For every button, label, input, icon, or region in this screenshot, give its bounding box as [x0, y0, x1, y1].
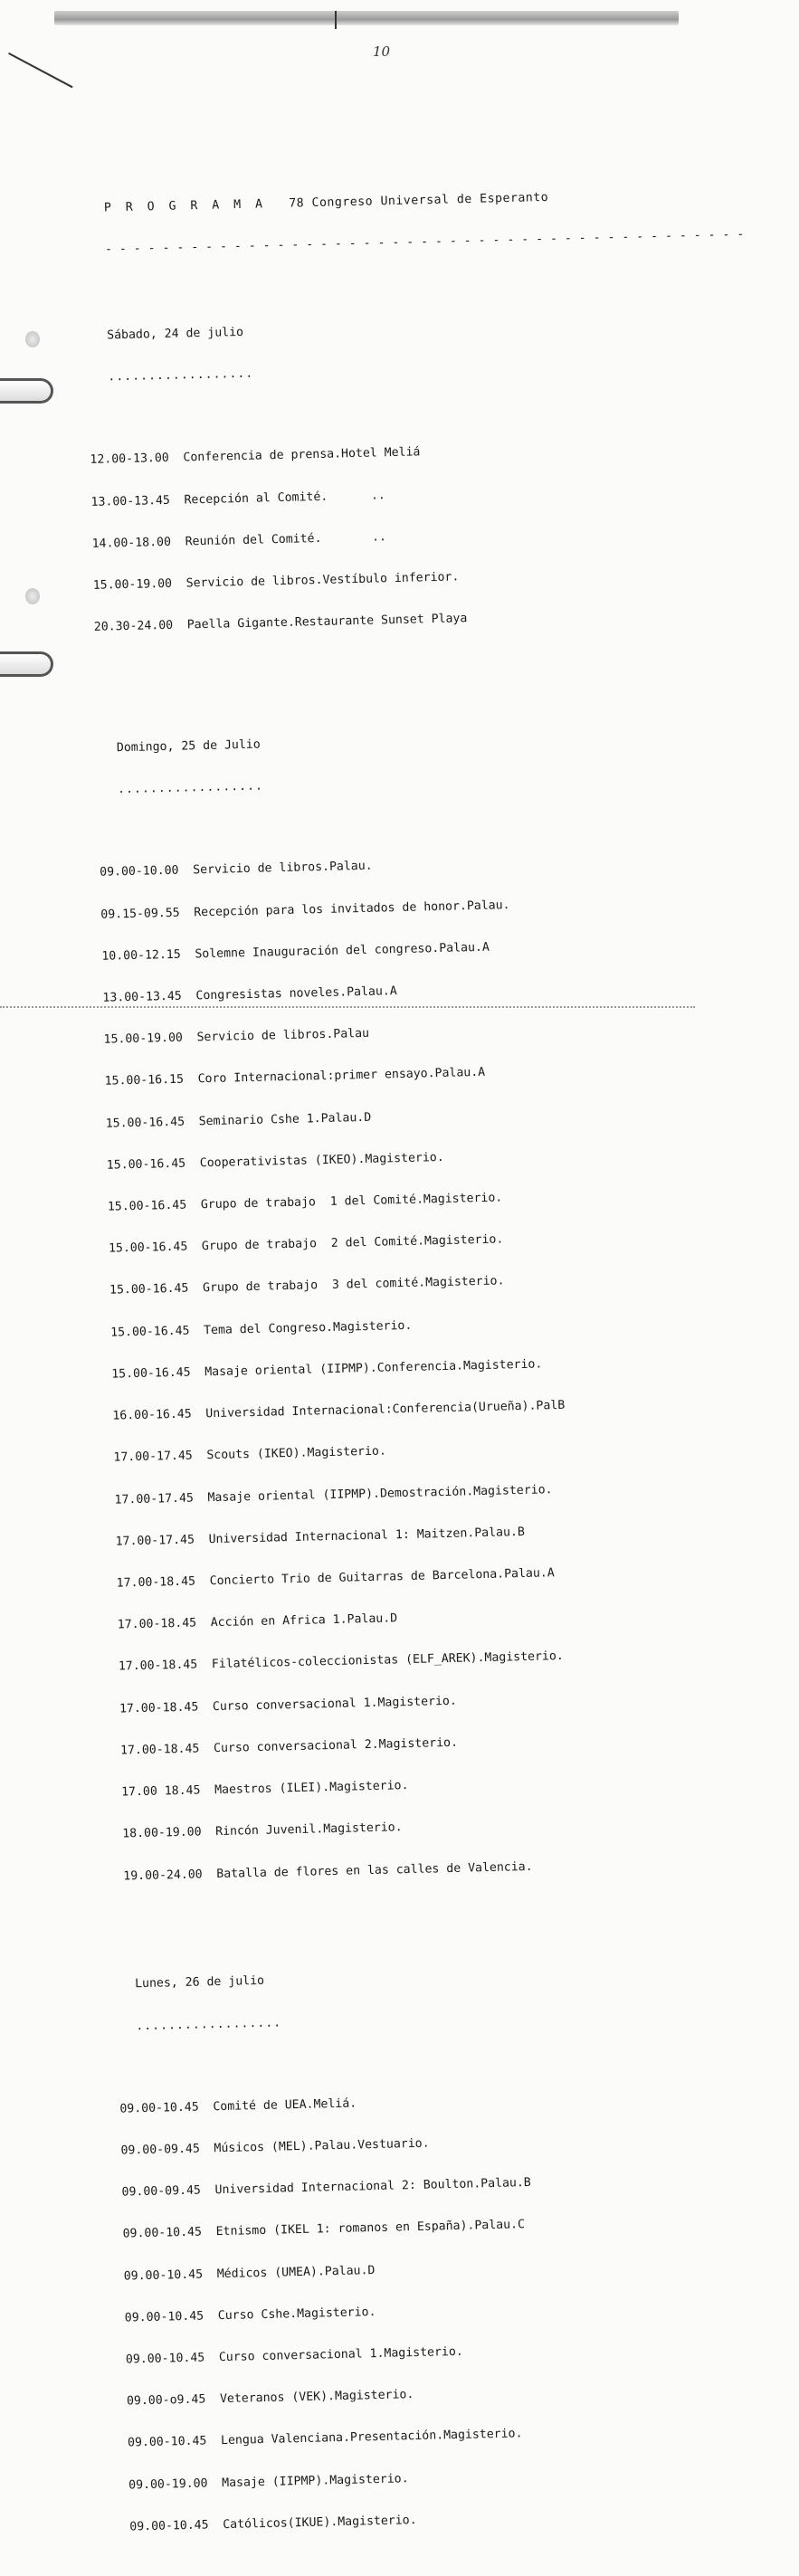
event-text: Batalla de flores en las calles de Valencia. [216, 1859, 533, 1881]
event-time: 09.00-10.45 [125, 2351, 205, 2367]
event-row [119, 1689, 662, 1716]
event-list [119, 2061, 682, 2562]
event-time: 15.00-16.45 [107, 1198, 187, 1214]
event-time: 17.00-18.45 [119, 1742, 200, 1758]
event-row [123, 1857, 666, 1884]
event-time: 12.00-13.00 [90, 452, 169, 468]
event-text: Músicos (MEL).Palau.Vestuario. [214, 2136, 430, 2156]
event-text: Servicio de libros.Vestíbulo inferior. [185, 570, 460, 591]
event-row [108, 1188, 651, 1215]
event-row [109, 1271, 652, 1298]
event-text: Masaje (IIPMP).Magisterio. [221, 2471, 409, 2490]
event-time: 17.00-18.45 [118, 1658, 198, 1674]
event-time: 09.15-09.55 [100, 906, 180, 922]
event-row [104, 1062, 647, 1089]
pen-mark [0, 52, 73, 120]
event-time: 09.00-09.45 [121, 2183, 202, 2200]
event-text: Lengua Valenciana.Presentación.Magisterio. [220, 2427, 523, 2448]
event-row [117, 1564, 660, 1591]
event-time: 15.00-16.45 [111, 1365, 191, 1382]
title-rule: - - - - - - - - - - - - - - - - - - - - - - - - - - - - - - - - - - - - - - - - - - - - - [104, 227, 745, 257]
event-text: Solemne Inauguración del congreso.Palau.A [195, 940, 490, 962]
event-text: Servicio de libros.Palau [196, 1026, 370, 1045]
event-time: 09.00-19.00 [128, 2476, 208, 2493]
event-row [120, 1731, 663, 1758]
event-time: 19.00-24.00 [123, 1867, 203, 1884]
event-row [102, 979, 645, 1006]
event-text: Cooperativistas (IKEO).Magisterio. [199, 1150, 444, 1171]
event-text: Grupo de trabajo 3 del comité.Magisterio. [202, 1274, 505, 1296]
event-row [101, 936, 644, 964]
day-underline: .................. [136, 2016, 282, 2033]
event-row [121, 1773, 664, 1800]
event-row [90, 482, 633, 509]
day-heading: Lunes, 26 de julio [134, 1974, 265, 1991]
event-row [111, 1355, 654, 1382]
event-row [107, 1145, 650, 1173]
event-row [124, 2257, 676, 2284]
event-row [91, 525, 634, 552]
event-text: Curso conversacional 2.Magisterio. [213, 1735, 459, 1755]
event-time: 09.00-o9.45 [126, 2392, 206, 2409]
event-text: Comité de UEA.Meliá. [213, 2096, 357, 2114]
program-title [104, 189, 627, 215]
event-text: Recepción para los invitados de honor.Palau. [194, 898, 510, 919]
event-row [120, 2131, 672, 2158]
event-text: Católicos(IKUE).Magisterio. [223, 2513, 417, 2532]
event-time: 18.00-19.00 [122, 1825, 202, 1841]
event-text: Congresistas noveles.Palau.A [195, 984, 397, 1003]
event-text: Curso conversacional 1.Magisterio. [212, 1694, 458, 1714]
event-row [129, 2507, 681, 2534]
event-time: 09.00-10.45 [123, 2267, 204, 2284]
event-text: Rincón Juvenil.Magisterio. [215, 1820, 403, 1839]
event-text: Etnismo (IKEL 1: romanos en España).Palau.C [215, 2218, 526, 2239]
binder-top-strip [54, 11, 679, 25]
event-text: Médicos (UMEA).Palau.D [216, 2263, 376, 2281]
event-list [99, 825, 667, 1911]
event-time: 09.00-10.45 [124, 2309, 205, 2325]
event-text: Masaje oriental (IIPMP).Demostración.Magisterio. [207, 1482, 553, 1505]
event-time: 09.00-10.45 [129, 2518, 209, 2534]
event-text: Tema del Congreso.Magisterio. [203, 1318, 413, 1337]
event-row [119, 1648, 661, 1675]
event-text: Curso conversacional 1.Magisterio. [218, 2344, 463, 2365]
event-row [121, 2172, 673, 2200]
event-row [112, 1397, 655, 1424]
event-time: 15.00-16.45 [105, 1115, 185, 1131]
day-underline: .................. [117, 779, 264, 797]
event-time: 09.00-10.45 [127, 2434, 207, 2450]
event-row [119, 2089, 671, 2116]
event-text: Concierto Trio de Guitarras de Barcelona.Palau.A [209, 1566, 555, 1589]
congress-name: 78 Congreso Universal de Esperanto [289, 190, 549, 211]
event-row [94, 608, 637, 635]
event-row [122, 1815, 665, 1842]
event-time: 14.00-18.00 [91, 535, 172, 551]
punch-hole [25, 588, 40, 604]
binder-ring [0, 378, 53, 404]
event-time: 09.00-10.00 [100, 864, 179, 880]
event-text: Veteranos (VEK).Magisterio. [219, 2388, 414, 2407]
event-time: 09.00-10.45 [119, 2100, 199, 2116]
event-time: 10.00-12.15 [101, 947, 181, 964]
page-number: 10 [373, 43, 391, 60]
event-text: Conferencia de prensa.Hotel Meliá [183, 445, 421, 465]
event-time: 20.30-24.00 [93, 618, 174, 635]
event-text: Servicio de libros.Palau. [193, 859, 373, 878]
event-text: Seminario Cshe 1.Palau.D [198, 1110, 372, 1128]
program-document [83, 161, 745, 2576]
event-text: Grupo de trabajo 1 del Comité.Magisterio. [200, 1191, 503, 1212]
event-row [100, 895, 643, 922]
event-time: 15.00-16.45 [106, 1156, 186, 1173]
event-text: Coro Internacional:primer ensayo.Palau.A [197, 1066, 486, 1087]
event-row [110, 1313, 653, 1340]
binder-ring [0, 651, 53, 677]
event-text: Universidad Internacional 1: Maitzen.Palau.B [208, 1525, 526, 1546]
event-time: 17.00-18.45 [117, 1616, 197, 1632]
event-row [127, 2381, 679, 2409]
event-time: 17.00-17.45 [113, 1449, 193, 1465]
event-text: Curso Cshe.Magisterio. [217, 2305, 376, 2323]
event-row [100, 853, 642, 880]
event-text: Masaje oriental (IIPMP).Conferencia.Magisterio. [205, 1357, 543, 1380]
event-text: Acción en Africa 1.Palau.D [210, 1611, 398, 1630]
event-text: Reunión del Comité. .. [185, 529, 387, 549]
event-row [103, 1021, 646, 1048]
event-time: 17.00-17.45 [115, 1533, 195, 1549]
event-time: 17.00-18.45 [116, 1574, 196, 1591]
event-list [90, 413, 638, 662]
event-time: 17.00 18.45 [120, 1783, 201, 1800]
event-time: 15.00-16.45 [108, 1240, 188, 1256]
event-time: 09.00-10.45 [122, 2225, 203, 2241]
event-time: 17.00-18.45 [119, 1700, 199, 1716]
event-row [128, 2466, 680, 2493]
event-time: 15.00-19.00 [92, 576, 173, 593]
event-time: 15.00-19.00 [103, 1031, 184, 1047]
event-text: Recepción al Comité. .. [184, 488, 385, 508]
event-time: 13.00-13.45 [102, 989, 182, 1005]
event-row [90, 441, 633, 468]
day-underline: .................. [108, 366, 254, 385]
punch-hole [25, 331, 40, 347]
event-time: 09.00-09.45 [120, 2142, 200, 2158]
event-row [114, 1480, 657, 1507]
event-text: Filatélicos-coleccionistas (ELF_AREK).Magisterio. [211, 1649, 564, 1672]
event-row [126, 2340, 678, 2367]
day-heading: Domingo, 25 de Julio [116, 737, 261, 756]
event-time: 13.00-13.45 [90, 493, 171, 509]
event-row [128, 2424, 680, 2451]
event-row [118, 1606, 661, 1633]
event-time: 15.00-16.45 [110, 1324, 190, 1340]
day-heading: Sábado, 24 de julio [107, 325, 244, 343]
event-row [113, 1439, 656, 1466]
event-text: Maestros (ILEI).Magisterio. [214, 1779, 409, 1798]
event-text: Scouts (IKEO).Magisterio. [206, 1444, 387, 1463]
event-row [109, 1230, 652, 1257]
event-text: Universidad Internacional 2: Boulton.Palau.B [214, 2176, 531, 2198]
program-label: P R O G R A M A [103, 197, 267, 215]
event-row [106, 1104, 649, 1131]
event-row [122, 2215, 674, 2242]
event-time: 17.00-17.45 [114, 1491, 195, 1507]
event-text: Grupo de trabajo 2 del Comité.Magisterio. [201, 1232, 504, 1254]
event-time: 15.00-16.45 [109, 1282, 189, 1298]
event-row [115, 1522, 658, 1549]
event-text: Universidad Internacional:Conferencia(Urueña).PalB [205, 1398, 566, 1421]
event-row [93, 566, 636, 594]
event-time: 16.00-16.45 [112, 1407, 192, 1423]
event-row [125, 2298, 677, 2325]
event-text: Paella Gigante.Restaurante Sunset Playa [186, 612, 468, 632]
event-time: 15.00-16.15 [104, 1073, 185, 1089]
